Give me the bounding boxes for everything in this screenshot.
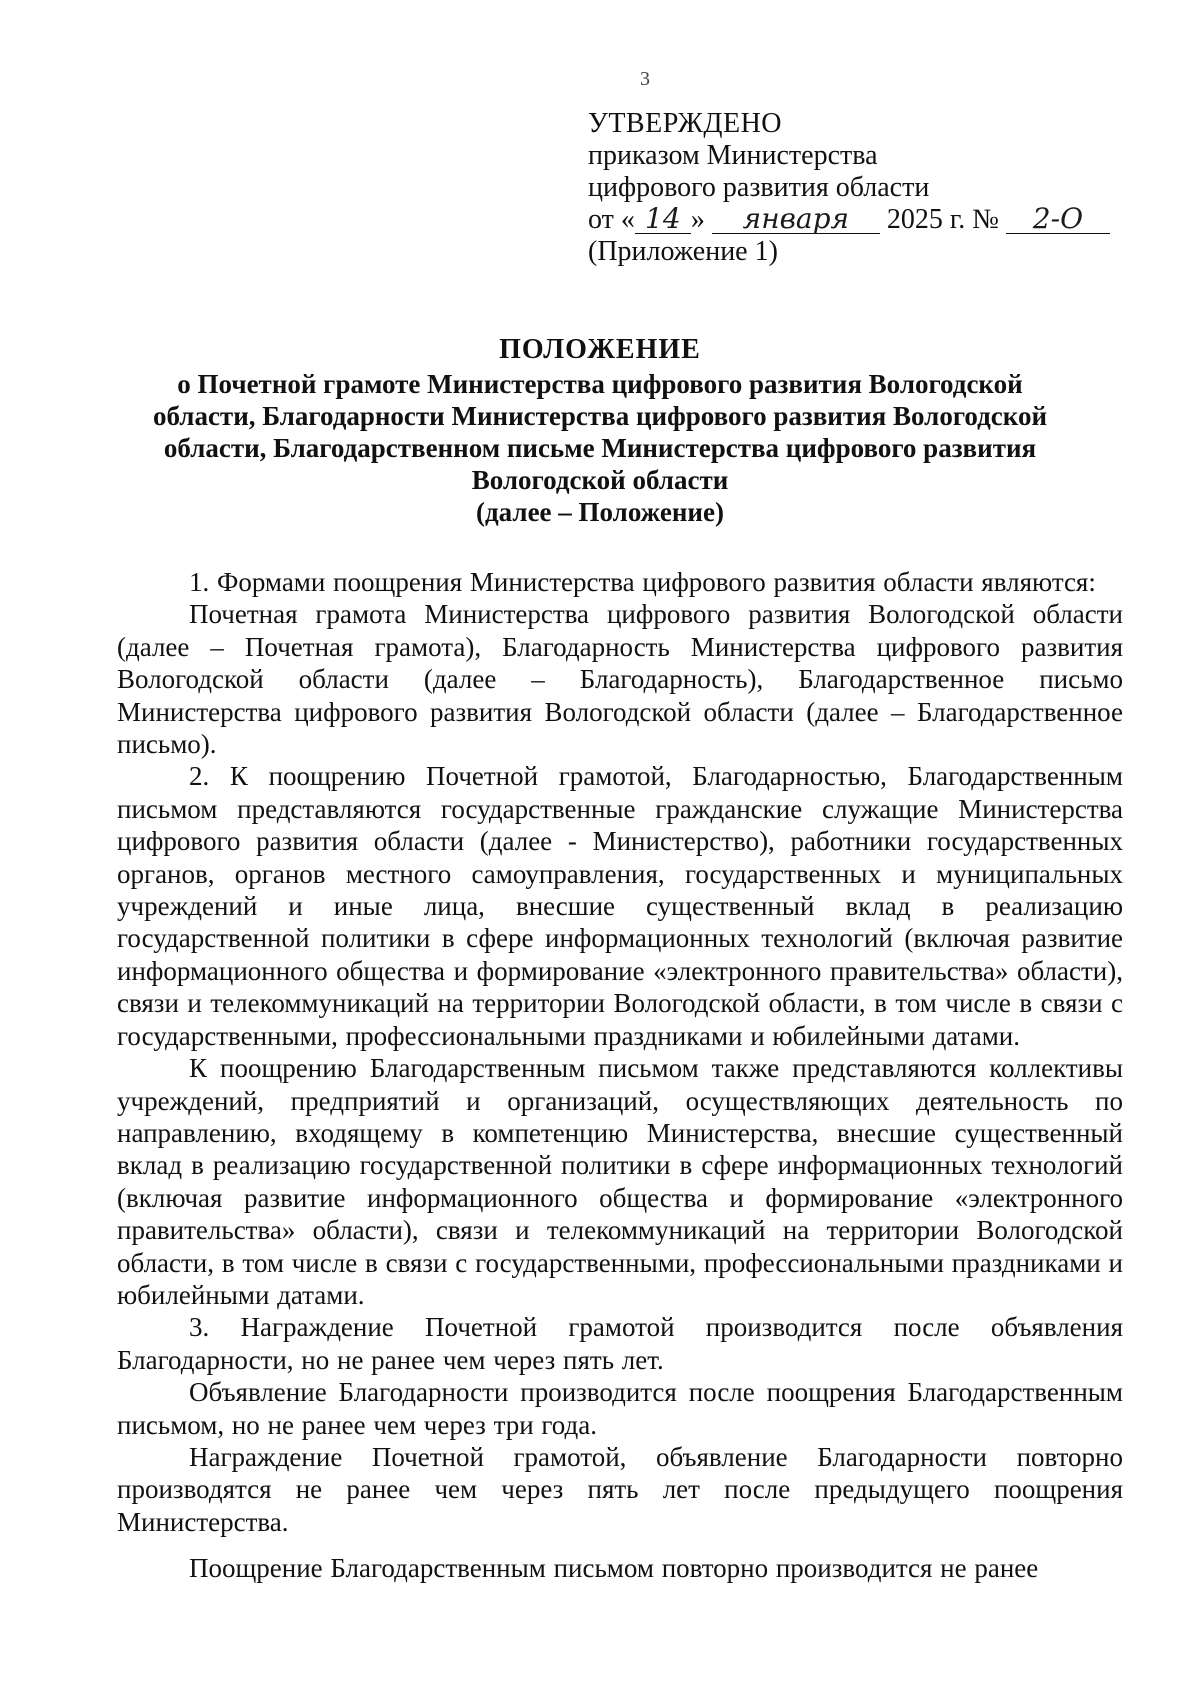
- subtitle-line-3: области, Благодарственном письме Министерства цифрового развития: [163, 433, 1037, 463]
- document-heading: [100, 334, 1100, 528]
- date-prefix: от «: [588, 204, 635, 235]
- paragraph: Награждение Почетной грамотой, объявление Благодарности повторно производятся не ранее чем через пять лет после предыдущего поощрения Министерства.: [117, 1441, 1123, 1537]
- page-number: 3: [640, 68, 650, 90]
- approval-line-1: приказом Министерства: [588, 140, 878, 171]
- paragraph: 2. К поощрению Почетной грамотой, Благодарностью, Благодарственным письмом представляются государственные гражданские служащие Министерства цифрового развития области (далее - Министерство), работники государственных органов, органов местного самоуправления, государственных и муниципальных учреждений и иные лица, внесшие существенный вклад в реализацию государственной политики в сфере информационных технологий (включая развитие информационного общества и формирование «электронного правительства» области), связи и телекоммуникаций на территории Вологодской области, в том числе в связи с государственными, профессиональными праздниками и юбилейными датами.: [117, 761, 1123, 1051]
- date-close-quote: »: [690, 204, 705, 235]
- handwritten-day: 14: [635, 205, 691, 234]
- document-body: [117, 566, 1123, 1585]
- approval-title: УТВЕРЖДЕНО: [588, 108, 783, 139]
- approval-stamp-block: [588, 108, 1110, 268]
- approval-line-2: цифрового развития области: [588, 172, 930, 203]
- document-title: ПОЛОЖЕНИЕ: [499, 334, 701, 365]
- handwritten-order-number: 2-О: [1006, 205, 1110, 234]
- paragraph: 1. Формами поощрения Министерства цифрового развития области являются:: [189, 567, 1096, 597]
- paragraph: Объявление Благодарности производится после поощрения Благодарственным письмом, но не ранее чем через три года.: [117, 1377, 1123, 1440]
- subtitle-line-2: области, Благодарности Министерства цифрового развития Вологодской: [152, 401, 1048, 431]
- paragraph: Поощрение Благодарственным письмом повторно производится не ранее: [189, 1553, 1039, 1584]
- subtitle-line-4: Вологодской области: [471, 465, 729, 495]
- approval-date-line: [588, 204, 1110, 236]
- subtitle-line-1: о Почетной грамоте Министерства цифрового развития Вологодской: [177, 369, 1023, 399]
- date-year: 2025 г. №: [886, 204, 999, 235]
- handwritten-month: января: [712, 205, 880, 234]
- subtitle-line-5: (далее – Положение): [476, 497, 724, 527]
- paragraph: Почетная грамота Министерства цифрового развития Вологодской области (далее – Почетная грамота), Благодарность Министерства цифрового развития Вологодской области (далее – Благодарность), Благодарственное письмо Министерства цифрового развития Вологодской области (далее – Благодарственное письмо).: [117, 599, 1123, 760]
- paragraph: К поощрению Благодарственным письмом также представляются коллективы учреждений, предприятий и организаций, осуществляющих деятельность по направлению, входящему в компетенцию Министерства, внесшие существенный вклад в реализацию государственной политики в сфере информационных технологий (включая развитие информационного общества и формирование «электронного правительства» области), связи и телекоммуникаций на территории Вологодской области, в том числе в связи с государственными, профессиональными праздниками и юбилейными датами.: [117, 1053, 1123, 1310]
- appendix-label: (Приложение 1): [588, 236, 778, 267]
- paragraph: 3. Награждение Почетной грамотой производится после объявления Благодарности, но не ранее чем через пять лет.: [117, 1312, 1123, 1375]
